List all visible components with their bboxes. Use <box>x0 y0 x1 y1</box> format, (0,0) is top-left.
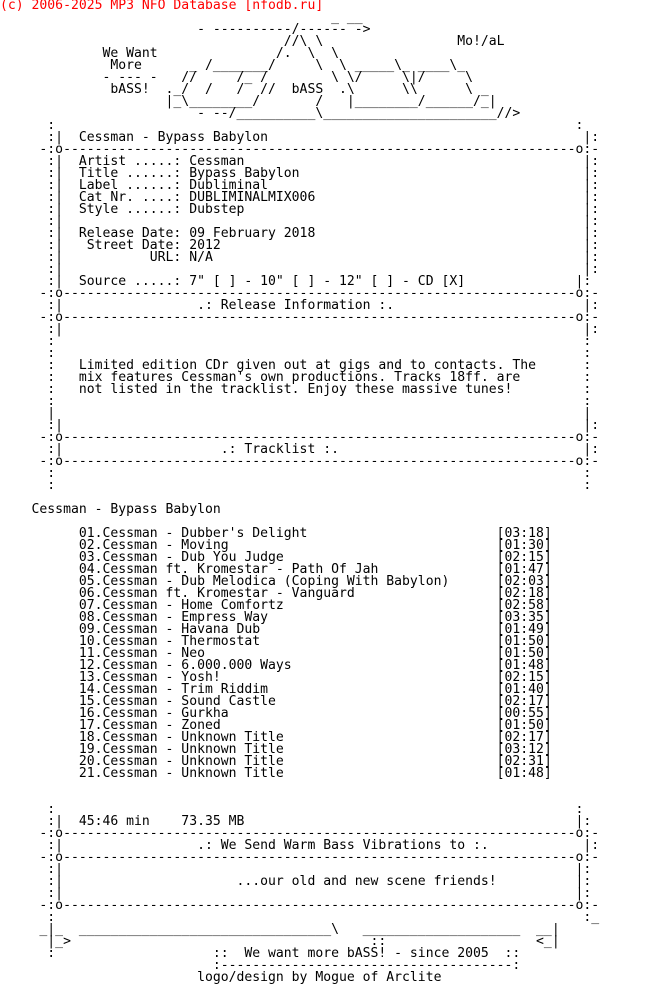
nfo-line: 19.Cessman - Unknown Title [03:12] <box>0 742 552 757</box>
nfo-line: 01.Cessman - Dubber's Delight [03:18] <box>0 526 552 541</box>
nfo-line: - --/__________\______________________//> <box>0 106 521 121</box>
nfo-line: :| Street Date: 2012 |: <box>0 238 600 253</box>
nfo-line: |_> :: <_| <box>0 934 560 949</box>
nfo-line: :| ...our old and new scene friends! |: <box>0 874 592 889</box>
nfo-line: 20.Cessman - Unknown Title [02:31] <box>0 754 552 769</box>
nfo-line: | | <box>0 406 592 421</box>
nfo-line: 12.Cessman - 6.000.000 Ways [01:48] <box>0 658 552 673</box>
nfo-line: :| URL: N/A |: <box>0 250 600 265</box>
nfo-line: -:o-----------------------------------------------------------------o:- <box>0 310 600 325</box>
nfo-line: : :_ <box>0 910 600 925</box>
nfo-line: Cessman - Bypass Babylon <box>0 502 221 517</box>
nfo-line: -:o-----------------------------------------------------------------o:- <box>0 286 600 301</box>
nfo-line: : : <box>0 118 584 133</box>
nfo-line: :| Release Date: 09 February 2018 |: <box>0 226 600 241</box>
nfo-line: 02.Cessman - Moving [01:30] <box>0 538 552 553</box>
nfo-line: 04.Cessman ft. Kromestar - Path Of Jah [01:47] <box>0 562 552 577</box>
nfo-line: We Want /. \ \ <box>0 46 339 61</box>
nfo-line: -:o-----------------------------------------------------------------o:- <box>0 850 600 865</box>
nfo-line: //\ \ Mo!/aL <box>0 34 505 49</box>
nfo-line: -:o-----------------------------------------------------------------o:- <box>0 430 600 445</box>
nfo-line: :| |: <box>0 886 592 901</box>
nfo-line: : : <box>0 802 584 817</box>
nfo-line: : :: We want more bASS! - since 2005 :: <box>0 946 521 961</box>
nfo-line: 17.Cessman - Zoned [01:50] <box>0 718 552 733</box>
nfo-line: :| |: <box>0 262 600 277</box>
nfo-line: 03.Cessman - Dub You Judge [02:15] <box>0 550 552 565</box>
nfo-line: : : <box>0 466 592 481</box>
nfo-line: :| 45:46 min 73.35 MB |: <box>0 814 592 829</box>
nfo-line: : mix features Cessman's own productions. Tracks 18ff. are : <box>0 370 592 385</box>
nfo-line: :| .: Tracklist :. |: <box>0 442 600 457</box>
nfo-line: 21.Cessman - Unknown Title [01:48] <box>0 766 552 781</box>
nfo-line: :-------------------------------------: <box>0 958 521 973</box>
nfo-line: - ----------/------ -> <box>0 22 371 37</box>
nfo-line: :| |: <box>0 322 600 337</box>
nfo-line: _ __ <box>0 10 363 25</box>
nfo-line: More _ /_______/ \ \ _____\_ ____\_ <box>0 58 466 73</box>
nfo-line: :| Cessman - Bypass Babylon |: <box>0 130 600 145</box>
nfo-line: 06.Cessman ft. Kromestar - Vanguard [02:18] <box>0 586 552 601</box>
nfo-line: 16.Cessman - Gurkha [00:55] <box>0 706 552 721</box>
nfo-line: :| |: <box>0 214 600 229</box>
nfo-line: -:o-----------------------------------------------------------------o:- <box>0 454 600 469</box>
nfo-line: 11.Cessman - Neo [01:50] <box>0 646 552 661</box>
nfo-line: :| Title ......: Bypass Babylon |: <box>0 166 600 181</box>
nfo-line: :| Style ......: Dubstep |: <box>0 202 600 217</box>
nfo-line: 05.Cessman - Dub Melodica (Coping With Babylon) [02:03] <box>0 574 552 589</box>
nfo-line: 08.Cessman - Empress Way [03:35] <box>0 610 552 625</box>
page-header: (c) 2006-2025 MP3 NFO Database [nfodb.ru] <box>0 0 324 13</box>
nfo-line: : : <box>0 394 592 409</box>
nfo-line: 18.Cessman - Unknown Title [02:17] <box>0 730 552 745</box>
nfo-line: : : <box>0 346 592 361</box>
nfo-line: :| |: <box>0 862 592 877</box>
nfo-line: 15.Cessman - Sound Castle [02:17] <box>0 694 552 709</box>
nfo-line: -:o-----------------------------------------------------------------o:- <box>0 898 600 913</box>
nfo-line: :| |: <box>0 418 600 433</box>
nfo-line: :| Label ......: Dubliminal |: <box>0 178 600 193</box>
nfo-line: 13.Cessman - Yosh! [02:15] <box>0 670 552 685</box>
nfo-line <box>0 780 664 792</box>
nfo-line: :| Cat Nr. ....: DUBLIMINALMIX006 |: <box>0 190 600 205</box>
nfo-line: : Limited edition CDr given out at gigs and to contacts. The : <box>0 358 592 373</box>
nfo-line: 10.Cessman - Thermostat [01:50] <box>0 634 552 649</box>
nfo-line: : : <box>0 478 592 493</box>
nfo-line: : : <box>0 334 592 349</box>
nfo-line: -:o-----------------------------------------------------------------o:- <box>0 826 600 841</box>
nfo-line: logo/design by Mogue of Arclite <box>0 970 442 985</box>
nfo-line: bASS! ._/ / / // bASS .\ \\ \ _ <box>0 82 489 97</box>
nfo-line: _|_ ________________________________\ ____________________ __| <box>0 922 560 937</box>
nfo-line: :| .: Release Information :. |: <box>0 298 600 313</box>
nfo-line: 07.Cessman - Home Comfortz [02:58] <box>0 598 552 613</box>
nfo-line: :| .: We Send Warm Bass Vibrations to :. |: <box>0 838 600 853</box>
nfo-line: 09.Cessman - Havana Dub [01:49] <box>0 622 552 637</box>
nfo-line: :| Source .....: 7" [ ] - 10" [ ] - 12" [ ] - CD [X] |: <box>0 274 592 289</box>
nfo-line: : not listed in the tracklist. Enjoy these massive tunes! : <box>0 382 592 397</box>
nfo-line: |_\________/ / |________/______/_| <box>0 94 497 109</box>
nfo-line: 14.Cessman - Trim Riddim [01:40] <box>0 682 552 697</box>
nfo-line: - --- - // /_ / \ \/ \|/ \ <box>0 70 473 85</box>
nfo-line: -:o-----------------------------------------------------------------o:- <box>0 142 600 157</box>
nfo-line: :| Artist .....: Cessman |: <box>0 154 600 169</box>
